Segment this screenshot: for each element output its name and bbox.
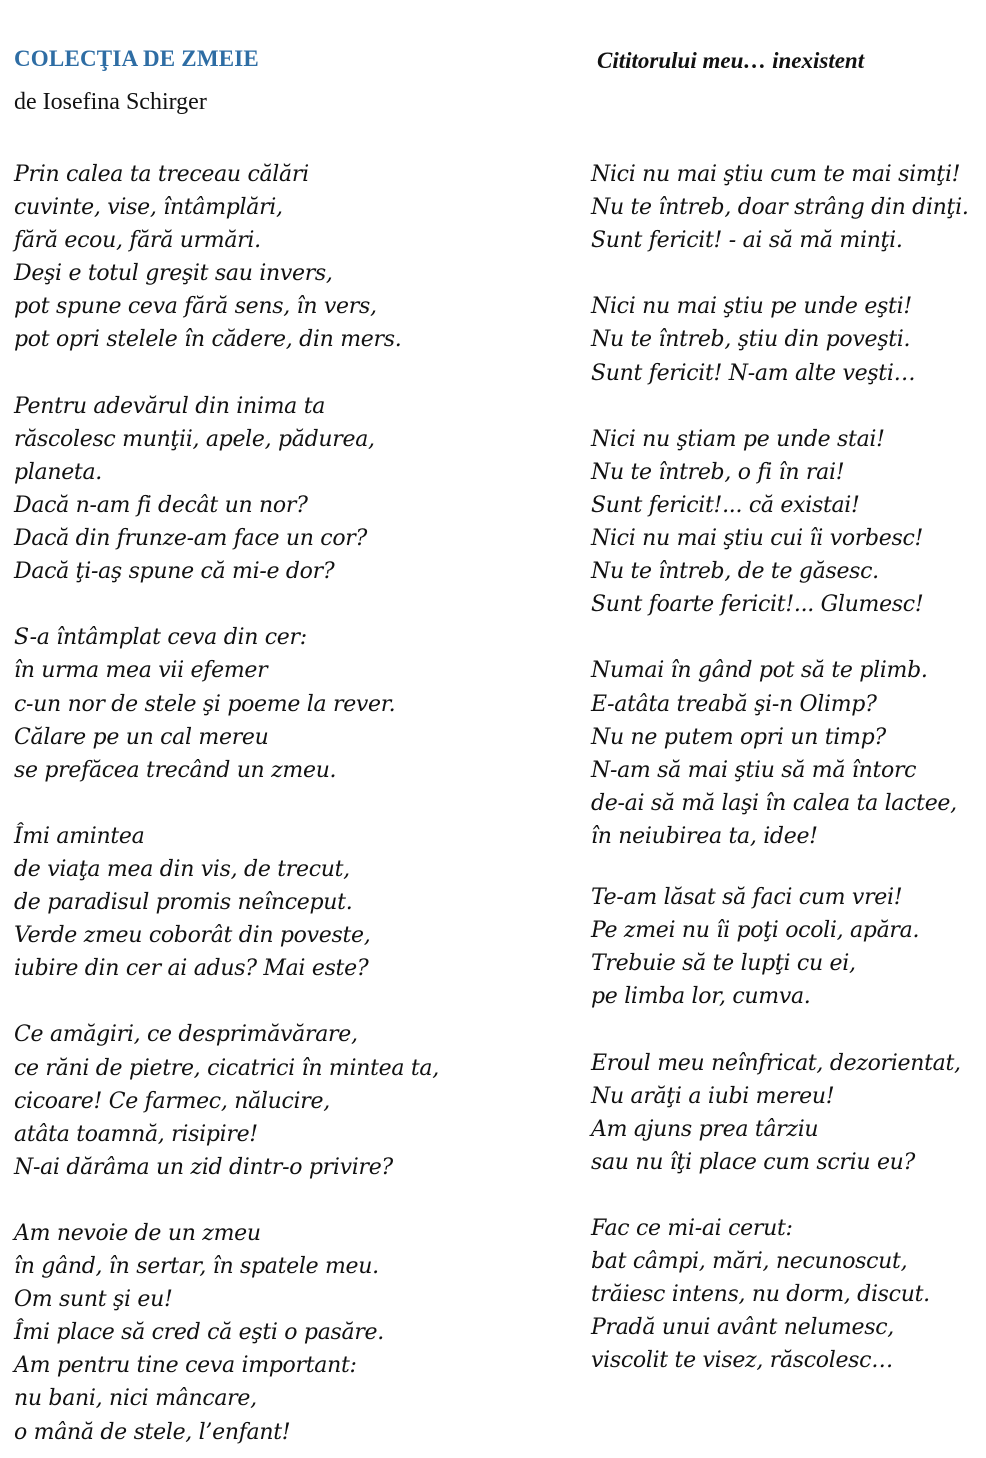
poem-line: fără ecou, fără urmări. (14, 228, 261, 254)
poem-line: de-ai să mă laşi în calea ta lactee, (591, 790, 957, 816)
poem-line: E-atâta treabă şi-n Olimp? (591, 691, 877, 717)
left-poem-column (14, 158, 484, 1449)
poem-line: Am pentru tine ceva important: (14, 1353, 357, 1379)
poem-line: planeta. (14, 459, 102, 485)
right_column-stanza (591, 158, 983, 257)
poem-line: Nu te întreb, o fi în rai! (591, 459, 845, 485)
poem-line: cuvinte, vise, întâmplări, (14, 195, 283, 221)
poem-line: Trebuie să te lupţi cu ei, (591, 951, 856, 977)
poem-line: Nu arăţi a iubi mereu! (591, 1083, 835, 1109)
poem-line: iubire din cer ai adus? Mai este? (14, 956, 369, 982)
poem-line: Am ajuns prea târziu (591, 1116, 819, 1142)
poem-line: Prin calea ta treceau călări (14, 162, 309, 187)
poem-line: Dacă ţi-aş spune că mi-e dor? (14, 559, 335, 585)
poem-line: în urma mea vii efemer (14, 658, 268, 684)
poem-line: în neiubirea ta, idee! (591, 823, 818, 849)
poem-line: pe limba lor, cumva. (591, 984, 811, 1010)
poem-line: Nu te întreb, de te găsesc. (591, 559, 879, 585)
right_column-stanza (591, 423, 983, 622)
poem-line: Fac ce mi-ai cerut: (591, 1216, 793, 1242)
poem-dedication: Cititorului meu… inexistent (597, 48, 865, 73)
poem-line: Dacă din frunze-am face un cor? (14, 526, 367, 552)
poem-line: Nici nu ştiam pe unde stai! (591, 426, 885, 452)
left_column-stanza (14, 158, 484, 357)
left_column-stanza (14, 820, 484, 985)
poem-line: cicoare! Ce farmec, nălucire, (14, 1088, 330, 1114)
right_column-stanza (591, 1047, 983, 1179)
poem-line: Sunt fericit! - ai să mă minţi. (591, 228, 903, 254)
poem-line: viscolit te visez, răscolesc… (591, 1348, 893, 1374)
poem-line: Sunt fericit! N-am alte veşti… (591, 360, 916, 386)
poem-line: Pe zmei nu îi poţi ocoli, apăra. (591, 918, 920, 944)
poem-line: Numai în gând pot să te plimb. (591, 658, 928, 684)
poem-line: N-ai dărâma un zid dintr-o privire? (14, 1154, 393, 1180)
poem-line: Îmi amintea (14, 823, 145, 849)
poem-line: Călare pe un cal mereu (14, 724, 269, 750)
left_column-stanza (14, 390, 484, 589)
poem-line: Pentru adevărul din inima ta (14, 393, 326, 419)
poem-line: Om sunt şi eu! (14, 1287, 173, 1313)
poem-line: Nici nu mai ştiu cum te mai simţi! (591, 162, 961, 187)
right-poem-column (591, 158, 983, 1378)
poem-line: Verde zmeu coborât din poveste, (14, 923, 371, 949)
poem-line: sau nu îţi place cum scriu eu? (591, 1149, 916, 1175)
poem-line: c-un nor de stele şi poeme la rever. (14, 691, 396, 717)
poem-line: Nu te întreb, doar strâng din dinţi. (591, 195, 969, 221)
poem-line: trăiesc intens, nu dorm, discut. (591, 1282, 930, 1308)
poem-line: nu bani, nici mâncare, (14, 1386, 257, 1412)
poem-line: Sunt foarte fericit!... Glumesc! (591, 592, 924, 618)
left_column-stanza (14, 1217, 484, 1449)
poem-line: Pradă unui avânt nelumesc, (591, 1315, 894, 1341)
poem-line: Îmi place să cred că eşti o pasăre. (14, 1320, 384, 1346)
poem-line: în gând, în sertar, în spatele meu. (14, 1254, 379, 1280)
poem-line: Deşi e totul greşit sau invers, (14, 261, 333, 287)
poem-line: pot spune ceva fără sens, în vers, (14, 294, 377, 320)
poem-line: Dacă n-am fi decât un nor? (14, 492, 308, 518)
poem-line: o mână de stele, l’enfant! (14, 1419, 291, 1445)
poem-author: de Iosefina Schirger (14, 89, 207, 115)
poem-line: pot opri stelele în cădere, din mers. (14, 327, 402, 353)
poem-line: se prefăcea trecând un zmeu. (14, 757, 337, 783)
poem-line: Nu te întreb, ştiu din poveşti. (591, 327, 911, 353)
poem-line: Te-am lăsat să faci cum vrei! (591, 885, 903, 911)
left_column-stanza (14, 1018, 484, 1183)
poem-line: ce răni de pietre, cicatrici în mintea ta, (14, 1055, 439, 1081)
poem-line: atâta toamnă, risipire! (14, 1121, 258, 1147)
poem-line: Am nevoie de un zmeu (14, 1221, 261, 1246)
right_column-stanza (591, 881, 983, 1013)
right_column-stanza (591, 1212, 983, 1377)
poem-line: de paradisul promis neînceput. (14, 890, 353, 916)
poem-line: de viaţa mea din vis, de trecut, (14, 856, 350, 882)
left_column-stanza (14, 621, 484, 786)
poem-line: Eroul meu neînfricat, dezorientat, (591, 1050, 961, 1076)
poem-line: Nici nu mai ştiu cui îi vorbesc! (591, 526, 924, 552)
poem-title: COLECŢIA DE ZMEIE (14, 46, 259, 71)
right_column-stanza (591, 290, 983, 389)
poem-line: Nici nu mai ştiu pe unde eşti! (591, 294, 912, 320)
right_column-stanza (591, 654, 983, 853)
poem-line: răscolesc munţii, apele, pădurea, (14, 426, 375, 452)
poem-line: N-am să mai ştiu să mă întorc (591, 757, 917, 783)
poem-line: Nu ne putem opri un timp? (591, 724, 886, 750)
poem-line: S-a întâmplat ceva din cer: (14, 625, 307, 651)
poem-line: Sunt fericit!... că existai! (591, 492, 860, 518)
poem-line: Ce amăgiri, ce desprimăvărare, (14, 1022, 358, 1048)
poem-line: bat câmpi, mări, necunoscut, (591, 1249, 908, 1275)
